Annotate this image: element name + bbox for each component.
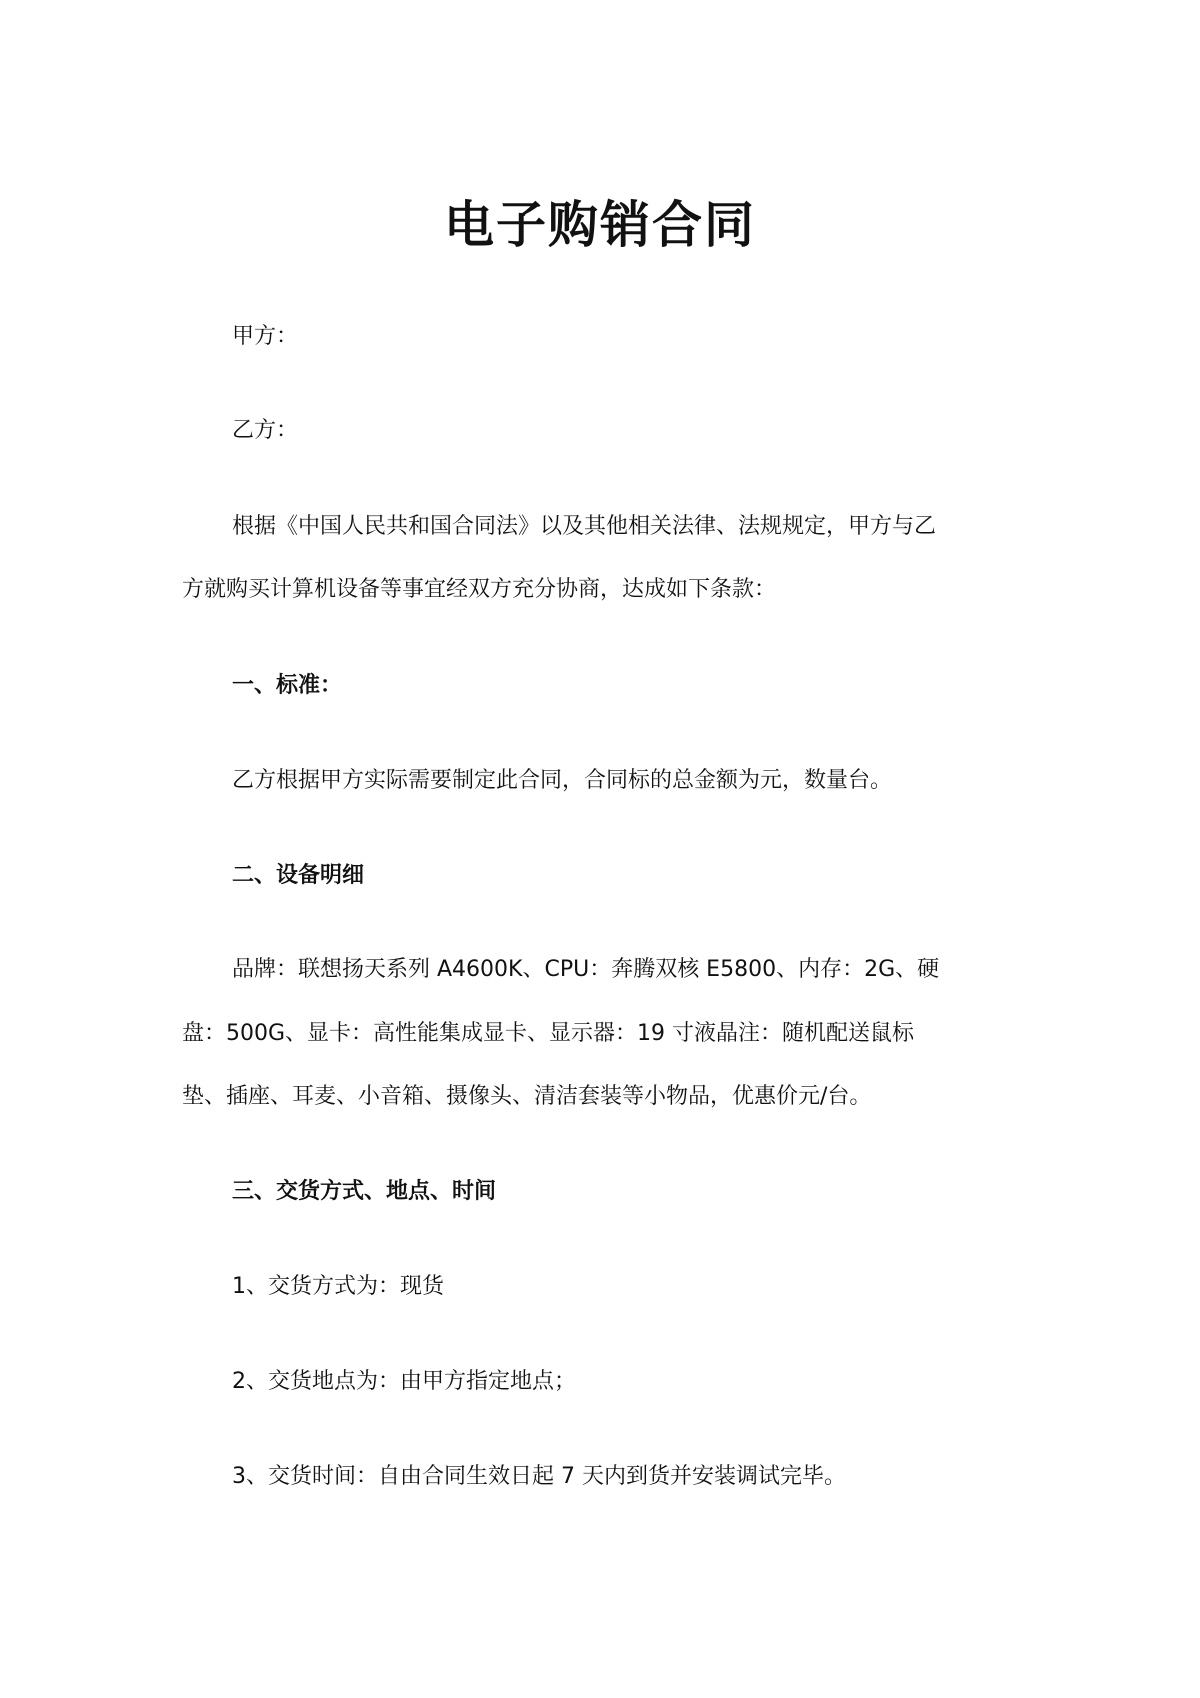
section-3-item-1: 1、交货方式为：现货 [232, 1274, 444, 1299]
section-2-line-1: 品牌：联想扬天系列 A4600K、CPU：奔腾双核 E5800、内存：2G、硬 [232, 957, 940, 982]
section-3-item-3: 3、交货时间：自由合同生效日起 7 天内到货并安装调试完毕。 [232, 1464, 846, 1489]
section-3-heading: 三、交货方式、地点、时间 [232, 1179, 497, 1204]
party-a-label: 甲方： [232, 324, 299, 349]
section-1-heading: 一、标准： [232, 673, 343, 698]
intro-line-2: 方就购买计算机设备等事宜经双方充分协商，达成如下条款： [182, 577, 777, 602]
document-title: 电子购销合同 [444, 196, 756, 254]
section-3-item-2: 2、交货地点为：由甲方指定地点； [232, 1369, 576, 1394]
intro-line-1: 根据《中国人民共和国合同法》以及其他相关法律、法规规定，甲方与乙 [232, 514, 937, 539]
party-b-label: 乙方： [232, 418, 299, 443]
section-2-heading: 二、设备明细 [232, 863, 365, 888]
section-2-line-3: 垫、插座、耳麦、小音箱、摄像头、清洁套装等小物品，优惠价元/台。 [182, 1084, 872, 1109]
section-1-body: 乙方根据甲方实际需要制定此合同，合同标的总金额为元，数量台。 [232, 768, 893, 793]
section-2-line-2: 盘：500G、显卡：高性能集成显卡、显示器：19 寸液晶注：随机配送鼠标 [182, 1021, 915, 1046]
